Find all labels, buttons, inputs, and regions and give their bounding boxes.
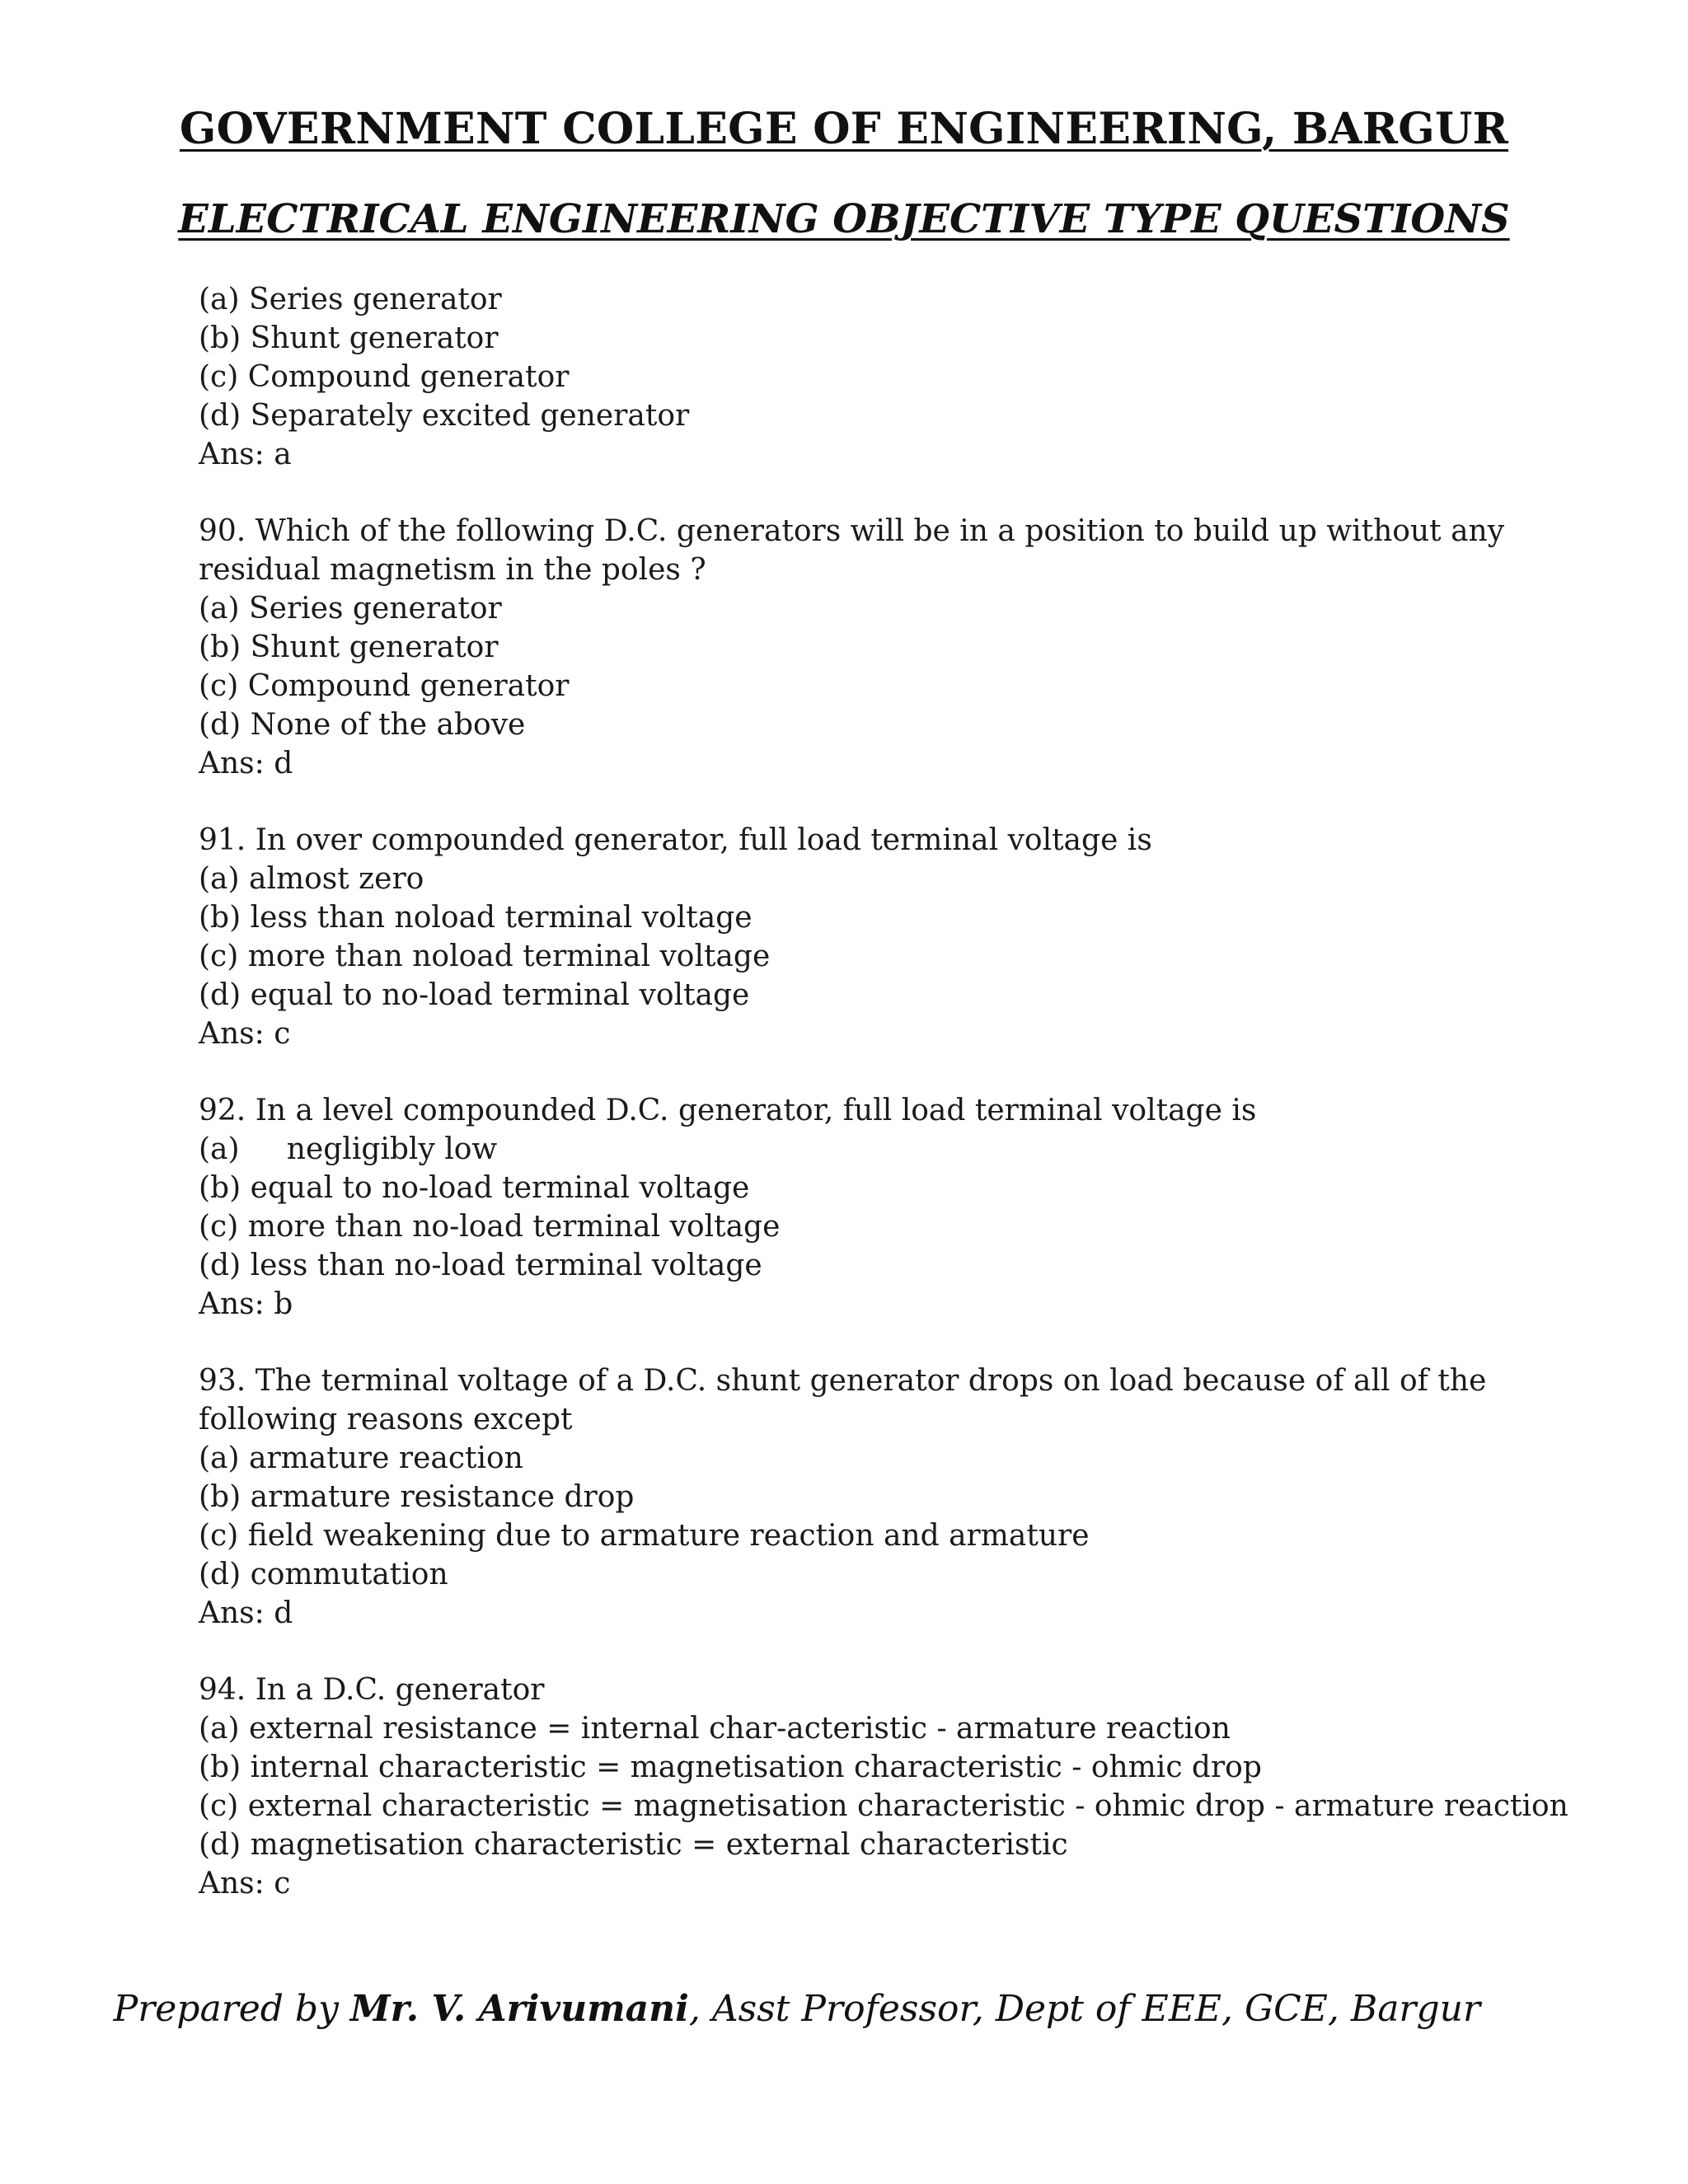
question-text: 90. Which of the following D.C. generators will be in a position to build up without any: [199, 514, 1505, 548]
footer-prefix: Prepared by: [113, 1988, 350, 2030]
question-block-91: [199, 821, 1550, 1053]
question-text: 91. In over compounded generator, full load terminal voltage is: [199, 823, 1152, 857]
option-c: (c) field weakening due to armature reaction and armature: [199, 1519, 1090, 1553]
prepared-by-footer: [0, 1988, 1480, 2030]
option-c: (c) external characteristic = magnetisation characteristic - ohmic drop - armature reaction: [199, 1789, 1568, 1823]
option-a: (a) armature reaction: [199, 1441, 523, 1475]
option-a: (a) negligibly low: [199, 1132, 498, 1166]
option-c: (c) more than noload terminal voltage: [199, 940, 771, 973]
footer-suffix: , Asst Professor, Dept of EEE, GCE, Bargur: [688, 1988, 1480, 2030]
option-b: (b) less than noload terminal voltage: [199, 901, 753, 935]
answer-line: Ans: b: [199, 1287, 293, 1321]
option-a: (a) Series generator: [199, 592, 502, 626]
question-text-continued: following reasons except: [199, 1403, 573, 1436]
question-text: 93. The terminal voltage of a D.C. shunt generator drops on load because of all of the: [199, 1364, 1487, 1398]
answer-line: Ans: d: [199, 1596, 293, 1630]
question-block-92: [199, 1091, 1550, 1324]
option-d: (d) magnetisation characteristic = external characteristic: [199, 1828, 1068, 1862]
answer-line: Ans: c: [199, 1017, 291, 1051]
option-d: (d) commutation: [199, 1558, 448, 1591]
question-block-continued: [199, 280, 1550, 474]
question-text: 94. In a D.C. generator: [199, 1673, 545, 1707]
option-c: (c) Compound generator: [199, 360, 570, 394]
footer-author: Mr. V. Arivumani: [349, 1988, 689, 2030]
option-a: (a) external resistance = internal char-acteristic - armature reaction: [199, 1712, 1231, 1746]
question-text-continued: residual magnetism in the poles ?: [199, 553, 706, 587]
answer-line: Ans: d: [199, 747, 293, 780]
question-block-94: [199, 1671, 1568, 1903]
question-block-93: [199, 1361, 1550, 1633]
option-a: (a) Series generator: [199, 283, 502, 316]
question-list: [199, 280, 1568, 1903]
question-block-90: [199, 512, 1550, 783]
option-b: (b) armature resistance drop: [199, 1480, 635, 1514]
option-b: (b) internal characteristic = magnetisation characteristic - ohmic drop: [199, 1750, 1262, 1784]
option-c: (c) Compound generator: [199, 669, 570, 703]
option-d: (d) less than no-load terminal voltage: [199, 1249, 762, 1282]
option-a: (a) almost zero: [199, 862, 424, 896]
option-d: (d) Separately excited generator: [199, 399, 690, 433]
answer-line: Ans: c: [199, 1867, 291, 1900]
institution-title: GOVERNMENT COLLEGE OF ENGINEERING, BARGUR: [179, 104, 1509, 154]
option-b: (b) equal to no-load terminal voltage: [199, 1171, 750, 1205]
option-d: (d) None of the above: [199, 708, 526, 742]
option-b: (b) Shunt generator: [199, 321, 499, 355]
option-c: (c) more than no-load terminal voltage: [199, 1210, 781, 1244]
question-text: 92. In a level compounded D.C. generator, full load terminal voltage is: [199, 1094, 1257, 1127]
answer-line: Ans: a: [199, 438, 292, 471]
option-b: (b) Shunt generator: [199, 630, 499, 664]
option-d: (d) equal to no-load terminal voltage: [199, 978, 750, 1012]
subject-title: ELECTRICAL ENGINEERING OBJECTIVE TYPE QUESTIONS: [178, 196, 1510, 242]
